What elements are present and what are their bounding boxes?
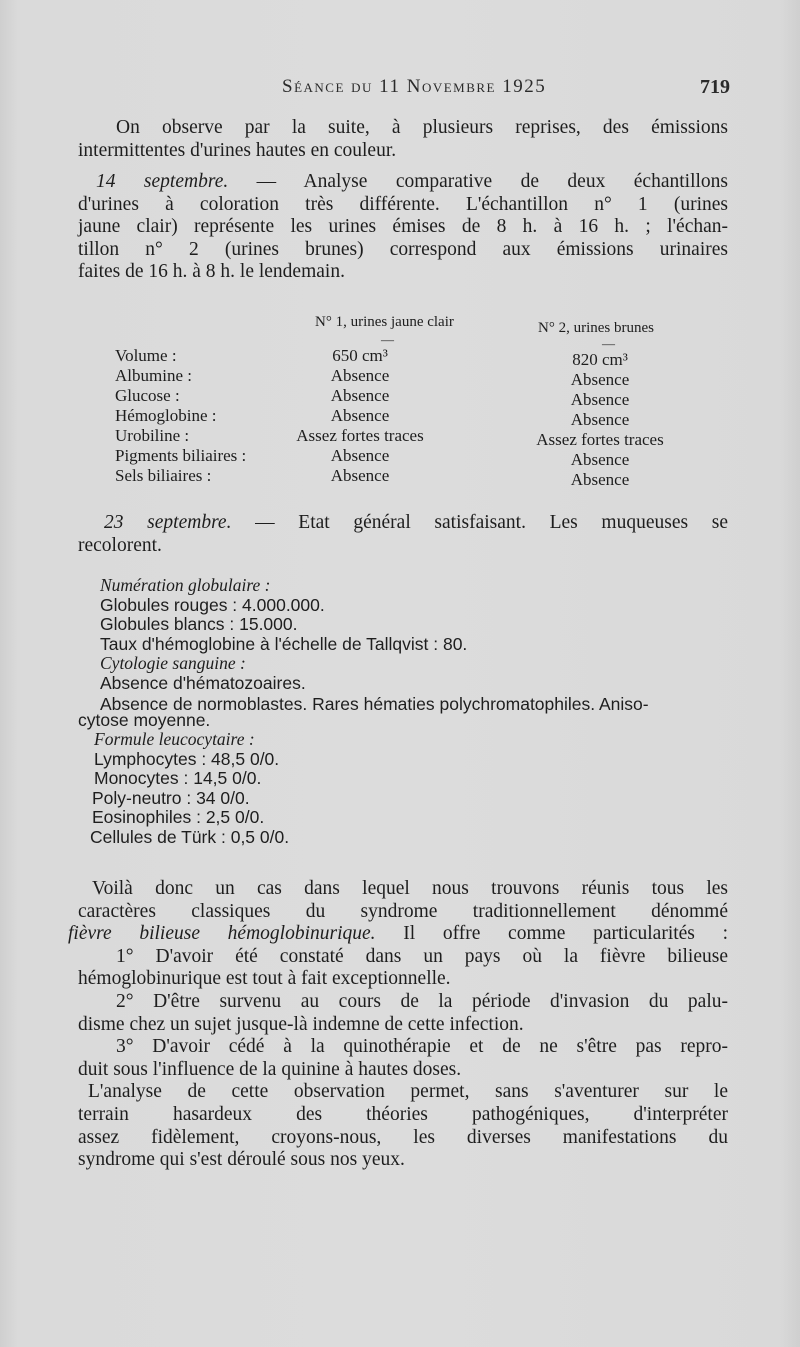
text-line: 2° D'être survenu au cours de la période d'invasion du palu- — [116, 990, 728, 1012]
text-line: On observe par la suite, à plusieurs reprises, des émissions — [116, 117, 728, 138]
column-dash-2: — — [602, 336, 615, 351]
table-row — [115, 366, 715, 389]
value-col1: Absence — [330, 446, 390, 465]
formule-item: Monocytes : 14,5 0/0. — [94, 768, 262, 788]
paragraph-conclusion — [68, 878, 728, 1172]
normoblastes-line: Absence de normoblastes. Rares hématies polychromatophiles. Aniso- — [100, 694, 649, 714]
value-col2: Absence — [570, 470, 630, 489]
text-line: 3° D'avoir cédé à la quinothérapie et de ne s'être pas repro- — [116, 1036, 728, 1058]
column-dash-1: — — [381, 332, 394, 347]
taux-hemoglobine: Taux d'hémoglobine à l'échelle de Tallqvist : 80. — [100, 633, 468, 654]
text-line — [78, 512, 728, 535]
date-14-septembre: 14 septembre. — [96, 171, 229, 192]
header-title: Séance du 11 Novembre 1925 — [282, 76, 547, 97]
blood-exam-block — [78, 575, 740, 847]
value-col1: Absence — [330, 466, 390, 485]
disease-name: fièvre bilieuse hémoglobinurique. — [68, 923, 376, 945]
value-col1: 650 cm³ — [332, 346, 388, 365]
page-number: 719 — [700, 76, 730, 98]
row-label: Albumine : — [115, 366, 192, 385]
table-row — [115, 386, 715, 409]
row-label: Urobiline : — [115, 426, 190, 445]
globules-rouges: Globules rouges : 4.000.000. — [100, 594, 325, 615]
text-line: syndrome qui s'est déroulé sous nos yeux. — [78, 1149, 405, 1171]
text-line: tillon n° 2 (urines brunes) correspond aux émissions urinaires — [78, 238, 728, 260]
text-line: hémoglobinurique est tout à fait exceptionnelle. — [78, 968, 451, 990]
text-line: d'urines à coloration très différente. L'échantillon n° 1 (urines — [78, 193, 728, 215]
column-header-1: N° 1, urines jaune clair — [315, 314, 454, 330]
text-line: assez fidèlement, croyons-nous, les diverses manifestations du — [78, 1126, 728, 1148]
table-row — [115, 446, 715, 469]
text-line: Voilà donc un cas dans lequel nous trouvons réunis tous les — [92, 878, 728, 899]
formule-title: Formule leucocytaire : — [94, 729, 255, 749]
row-label: Glucose : — [115, 386, 180, 405]
value-col2: Absence — [570, 450, 630, 469]
text-fragment: Il offre comme particularités : — [375, 923, 728, 945]
text-fragment: — Analyse comparative de deux échantillons — [228, 171, 728, 192]
table-row — [115, 426, 715, 449]
cytologie-title: Cytologie sanguine : — [100, 653, 246, 673]
table-row — [115, 466, 715, 489]
formule-item: Lymphocytes : 48,5 0/0. — [94, 748, 280, 769]
text-line: intermittentes d'urines hautes en couleur. — [78, 139, 397, 161]
paragraph-14-septembre — [78, 171, 728, 284]
paragraph-23-septembre — [78, 512, 728, 557]
text-line — [68, 923, 728, 946]
text-line: caractères classiques du syndrome traditionnellement dénommé — [78, 900, 728, 922]
value-col2: Absence — [570, 390, 630, 409]
text-line: recolorent. — [78, 534, 162, 556]
value-col2: Assez fortes traces — [536, 430, 664, 449]
formule-item: Eosinophiles : 2,5 0/0. — [92, 807, 265, 827]
row-label: Volume : — [115, 346, 177, 365]
hematozoaires: Absence d'hématozoaires. — [100, 672, 306, 693]
table-row — [115, 406, 715, 429]
value-col1: Absence — [330, 366, 390, 385]
normoblastes-cont: cytose moyenne. — [78, 709, 211, 730]
text-line — [78, 171, 728, 194]
row-label: Pigments biliaires : — [115, 446, 247, 465]
value-col2: Absence — [570, 410, 630, 429]
value-col1: Absence — [330, 386, 390, 405]
text-line: 1° D'avoir été constaté dans un pays où la fièvre bilieuse — [116, 945, 728, 967]
text-line: terrain hasardeux des théories pathogéniques, d'interpréter — [78, 1103, 728, 1125]
text-fragment: — Etat général satisfaisant. Les muqueuses se — [231, 512, 728, 533]
row-label: Hémoglobine : — [115, 406, 217, 425]
text-line: L'analyse de cette observation permet, sans s'aventurer sur le — [88, 1081, 728, 1103]
text-line: disme chez un sujet jusque-là indemne de cette infection. — [78, 1013, 524, 1035]
date-23-septembre: 23 septembre. — [104, 512, 232, 533]
value-col2: Absence — [570, 370, 630, 389]
table-row — [115, 346, 715, 369]
text-line: duit sous l'influence de la quinine à hautes doses. — [78, 1058, 462, 1080]
column-header-2: N° 2, urines brunes — [538, 320, 654, 336]
text-line: jaune clair) représente les urines émises de 8 h. à 16 h. ; l'échan- — [78, 216, 728, 238]
value-col1: Absence — [330, 406, 390, 425]
text-line: faites de 16 h. à 8 h. le lendemain. — [78, 261, 345, 283]
numeration-title: Numération globulaire : — [100, 575, 271, 595]
value-col2: 820 cm³ — [572, 350, 628, 369]
row-label: Sels biliaires : — [115, 466, 212, 485]
value-col1: Assez fortes traces — [296, 426, 424, 445]
running-header — [0, 74, 800, 104]
globules-blancs: Globules blancs : 15.000. — [100, 614, 298, 634]
formule-item: Poly-neutro : 34 0/0. — [92, 787, 250, 808]
formule-item: Cellules de Türk : 0,5 0/0. — [90, 826, 290, 847]
paragraph-intro — [78, 117, 728, 162]
